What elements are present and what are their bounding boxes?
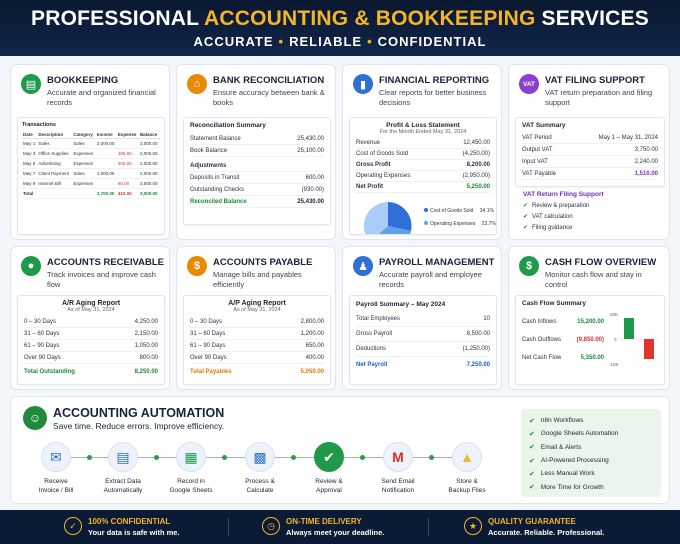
table-cell: Sales (37, 139, 72, 149)
card-accounts-payable (176, 246, 336, 390)
automation-section (10, 396, 670, 504)
aging-row (24, 352, 158, 364)
row-value: 8,500.00 (466, 331, 490, 337)
card-title: CASH FLOW OVERVIEW (545, 257, 657, 268)
table-cell (117, 169, 139, 179)
total-row (190, 366, 324, 378)
ledger-icon: ▤ (21, 74, 41, 94)
title-part-3: SERVICES (535, 7, 649, 30)
legend-opex (424, 221, 496, 227)
step-label: Backup Files (448, 487, 486, 494)
row-label: Total Outstanding (24, 369, 75, 375)
row-value: 400.00 (305, 354, 324, 361)
table-cell (96, 149, 117, 159)
check-icon: ✔ (529, 484, 535, 492)
row-label: Outstanding Checks (190, 186, 245, 193)
step-label: Store & (456, 478, 478, 485)
cogs-row (356, 149, 490, 160)
vat-icon: VAT (519, 74, 539, 94)
row-value: 10 (483, 316, 490, 322)
aging-row (190, 352, 324, 364)
card-desc: Track invoices and improve cash flow (47, 270, 156, 289)
total-income: 3,700.00 (96, 189, 117, 199)
tagline-dot: • (278, 34, 285, 49)
deposits-row (190, 172, 324, 184)
net-row (356, 357, 490, 372)
revenue-row (356, 138, 490, 149)
card-title: VAT FILING SUPPORT (545, 75, 645, 86)
list-item: ✔ VAT calculation (523, 214, 573, 220)
axis-label: 20K (610, 312, 619, 317)
panel-subtitle: For the Month Ended May 31, 2024 (379, 129, 467, 135)
calculator-icon: ▩ (245, 442, 275, 472)
row-value: 3,750.00 (634, 146, 658, 153)
table-cell: Sales (72, 169, 95, 179)
pl-panel (349, 117, 497, 235)
check-icon: ✔ (529, 430, 535, 438)
row-label: Revenue (356, 140, 381, 146)
row-label: 31 – 60 Days (190, 330, 226, 337)
panel-title: Reconciliation Summary (190, 122, 266, 129)
list-item (529, 441, 653, 454)
list-item: ✔ Review & preparation (523, 203, 590, 209)
vat-summary-panel (515, 117, 665, 187)
automation-title: ACCOUNTING AUTOMATION (53, 406, 225, 420)
pie-slice-cogs (388, 202, 412, 231)
panel-title: Transactions (22, 122, 56, 128)
row-value: 4,250.00 (134, 318, 158, 325)
table-row (22, 139, 160, 149)
people-icon: ♟ (353, 256, 373, 276)
legend-label: Cost of Goods Sold (430, 208, 474, 214)
row-label: 31 – 60 Days (24, 330, 60, 337)
card-title: ACCOUNTS PAYABLE (213, 257, 313, 268)
step-label: Send Email (381, 478, 415, 485)
aging-row (24, 316, 158, 328)
transactions-table (22, 131, 160, 199)
bar-chart-icon: ▮ (353, 74, 373, 94)
row-label: VAT Period (522, 134, 552, 141)
table-cell: Advertising (37, 159, 72, 169)
row-label: Cash Outflows (522, 337, 562, 343)
list-item (529, 454, 653, 467)
row-label: Statement Balance (190, 135, 241, 142)
step-label: Calculate (246, 487, 274, 494)
row-value: 7,250.00 (466, 361, 490, 368)
card-desc: Monitor cash flow and stay in control (545, 270, 642, 289)
card-financial-reporting (342, 64, 502, 240)
vat-support-list (523, 202, 589, 235)
card-title: PAYROLL MANAGEMENT (379, 257, 495, 268)
table-cell (117, 139, 139, 149)
row-value: (1,250.00) (462, 346, 490, 352)
row-label: Total Employees (356, 316, 401, 322)
book-row (190, 145, 324, 157)
tagline-accurate: ACCURATE (193, 34, 274, 49)
tagline-dot: • (367, 34, 373, 49)
table-cell: 2,000.00 (139, 149, 160, 159)
row-value: (9,850.00) (576, 337, 604, 343)
footer-sub: Accurate. Reliable. Professional. (488, 528, 605, 537)
row-label: Deductions (356, 346, 387, 352)
panel-title: A/R Aging Report (61, 300, 121, 307)
row-value: (2,950.00) (462, 173, 490, 179)
panel-title: VAT Summary (522, 122, 566, 129)
waterfall-chart (608, 308, 660, 376)
bar-outflows (644, 339, 654, 359)
checks-row (190, 184, 324, 196)
aging-row (190, 328, 324, 340)
legend-label: Operating Expenses (430, 221, 476, 227)
total-expense: 410.00 (117, 189, 139, 199)
legend-cogs (424, 208, 494, 214)
gross-row (356, 327, 490, 342)
table-cell: May 5 (22, 159, 37, 169)
step-label: Process & (245, 478, 275, 485)
row-value: 15,200.00 (577, 319, 604, 325)
table-cell: 2,000.00 (139, 159, 160, 169)
list-item (529, 467, 653, 480)
footer-title: QUALITY GUARANTEE (488, 517, 576, 526)
step-label: Invoice / Bill (38, 487, 74, 494)
card-payroll (342, 246, 502, 390)
ap-aging-panel (183, 295, 331, 385)
drive-icon: ▲ (452, 442, 482, 472)
card-title: FINANCIAL REPORTING (379, 75, 490, 86)
table-cell: May 1 (22, 139, 37, 149)
item-label: VAT calculation (532, 214, 573, 220)
card-vat-filing (508, 64, 670, 240)
row-label: Output VAT (522, 146, 553, 153)
step-store-backup (435, 442, 499, 495)
net-row (356, 182, 490, 193)
row-value: 1,050.00 (134, 342, 158, 349)
table-row (22, 159, 160, 169)
aging-row (24, 328, 158, 340)
step-process-calculate (228, 442, 292, 495)
card-bookkeeping (10, 64, 170, 240)
row-label: Net Payroll (356, 361, 388, 368)
row-label: 0 – 30 Days (190, 318, 223, 325)
row-label: 61 – 90 Days (24, 342, 60, 349)
check-icon: ✔ (529, 417, 535, 425)
pie-chart (362, 200, 414, 235)
panel-subtitle: As of May 31, 2024 (233, 307, 281, 313)
adjustments-row (190, 160, 324, 172)
row-label: VAT Payable (522, 170, 557, 177)
panel-title: A/P Aging Report (228, 300, 286, 307)
page-title (0, 7, 680, 31)
card-desc: Manage bills and payables efficiently (213, 270, 302, 289)
table-cell: 2,000.00 (139, 139, 160, 149)
row-value: 1,200.00 (300, 330, 324, 337)
footer-title: 100% CONFIDENTIAL (88, 517, 171, 526)
table-cell: May 3 (22, 149, 37, 159)
step-label: Approval (316, 487, 342, 494)
gross-row (356, 160, 490, 171)
deductions-row (356, 342, 490, 357)
column-header: Category (72, 131, 95, 139)
legend-value: 34.1% (479, 208, 494, 214)
column-header: Expense (117, 131, 139, 139)
tagline-confidential: CONFIDENTIAL (377, 34, 487, 49)
sheets-icon: ▦ (176, 442, 206, 472)
automation-subtitle: Save time. Reduce errors. Improve efficiency. (53, 421, 225, 431)
table-row (22, 179, 160, 189)
table-cell: Internet Bill (37, 179, 72, 189)
cash-flow-panel (515, 295, 665, 385)
row-value: 25,430.00 (297, 198, 324, 205)
row-label: Input VAT (522, 158, 548, 165)
step-receive-invoice (24, 442, 88, 495)
step-label: Extract Data (105, 478, 141, 485)
axis-label: 0 (614, 337, 617, 342)
row-label: Gross Payroll (356, 331, 393, 337)
card-bank-reconciliation (176, 64, 336, 240)
reconciled-row (190, 196, 324, 208)
row-value: 5,350.00 (580, 355, 604, 361)
robot-icon: ☺ (23, 406, 47, 430)
card-desc: VAT return preparation and filing support (545, 88, 653, 107)
table-cell: Expenses (72, 159, 95, 169)
panel-title: Cash Flow Summary (522, 300, 586, 307)
table-cell: May 9 (22, 179, 37, 189)
row-value: 8,200.00 (466, 162, 490, 168)
bar-inflows (624, 318, 634, 339)
row-value: (4,250.00) (462, 151, 490, 157)
row-value: 2,240.00 (634, 158, 658, 165)
tagline-reliable: RELIABLE (289, 34, 363, 49)
row-value: 1,510.00 (634, 170, 658, 177)
table-cell: 2,000.00 (139, 179, 160, 189)
step-label: Google Sheets (169, 487, 213, 494)
row-value: 600.00 (305, 174, 324, 181)
table-cell: 200.00 (117, 159, 139, 169)
document-icon: ▤ (108, 442, 138, 472)
outflows-row (522, 331, 604, 349)
row-label: Net Cash Flow (522, 355, 562, 361)
card-cash-flow (508, 246, 670, 390)
row-value: 2,150.00 (134, 330, 158, 337)
footer-divider (228, 518, 229, 536)
row-label: Adjustments (190, 162, 227, 169)
row-label: Over 90 Days (190, 354, 227, 361)
step-extract-data (91, 442, 155, 495)
table-cell: May 7 (22, 169, 37, 179)
row-label: Cash Inflows (522, 319, 557, 325)
table-cell: 2,000.00 (96, 139, 117, 149)
card-desc: Accurate payroll and employee records (379, 270, 482, 289)
footer-divider (428, 518, 429, 536)
row-label: Gross Profit (356, 162, 391, 168)
legend-value: 23.7% (481, 221, 496, 227)
table-cell: 2,000.00 (139, 169, 160, 179)
row-value: 25,100.00 (297, 147, 324, 154)
card-accounts-receivable (10, 246, 170, 390)
row-label: Operating Expenses (356, 173, 411, 179)
table-row (22, 149, 160, 159)
output-row (522, 144, 658, 156)
table-cell: Sales (72, 139, 95, 149)
check-icon: ✔ (529, 457, 535, 465)
table-cell: 150.00 (117, 149, 139, 159)
footer-sub: Always meet your deadline. (286, 528, 385, 537)
row-label: 61 – 90 Days (190, 342, 226, 349)
total-row (24, 366, 158, 378)
total-balance: 3,000.00 (139, 189, 160, 199)
table-cell: Expenses (72, 179, 95, 189)
check-icon: ✔ (529, 444, 535, 452)
panel-subtitle: As of May 31, 2024 (67, 307, 115, 313)
step-review-approval (297, 442, 361, 495)
table-cell (96, 159, 117, 169)
page-header (0, 0, 680, 56)
item-label: Email & Alerts (540, 443, 582, 451)
item-label: n8n Workflows (540, 417, 584, 425)
row-label: 0 – 30 Days (24, 318, 57, 325)
aging-row (24, 340, 158, 352)
tagline (0, 34, 680, 49)
input-row (522, 156, 658, 168)
step-record-sheets (159, 442, 223, 495)
row-value: 5,050.00 (300, 369, 324, 375)
table-cell (96, 179, 117, 189)
vat-support-title: VAT Return Filing Support (523, 191, 604, 198)
medal-icon: ★ (464, 517, 482, 535)
row-value: (930.00) (301, 186, 324, 193)
inflows-row (522, 313, 604, 331)
card-title: BANK RECONCILIATION (213, 75, 325, 86)
net-row (522, 349, 604, 367)
row-label: Total Payables (190, 369, 232, 375)
list-item: ✔ Filing guidance (523, 225, 573, 231)
step-label: Automatically (103, 487, 143, 494)
step-label: Record in (177, 478, 205, 485)
shield-icon: ✓ (64, 517, 82, 535)
main-content (0, 56, 680, 510)
item-label: Review & preparation (532, 203, 590, 209)
list-item (529, 427, 653, 440)
row-value: 650.00 (305, 342, 324, 349)
table-cell: Client Payment (37, 169, 72, 179)
bank-icon: ⌂ (187, 74, 207, 94)
page-footer (0, 510, 680, 544)
card-desc: Ensure accuracy between bank & books (213, 88, 325, 107)
column-header: Balance (139, 131, 160, 139)
row-label: Cost of Goods Sold (356, 151, 409, 157)
item-label: Filing guidance (532, 225, 573, 231)
clock-icon: ◷ (262, 517, 280, 535)
row-label: Reconciled Balance (190, 198, 247, 205)
row-value: May 1 – May 31, 2024 (598, 134, 658, 141)
card-title: ACCOUNTS RECEIVABLE (47, 257, 164, 268)
row-value: 5,250.00 (466, 184, 490, 190)
mail-icon: ✉ (41, 442, 71, 472)
check-circle-icon: ✔ (314, 442, 344, 472)
row-value: 800.00 (139, 354, 158, 361)
step-label: Notification (381, 487, 415, 494)
card-desc: Accurate and organized financial records (47, 88, 156, 107)
panel-title: Profit & Loss Statement (386, 122, 460, 129)
card-desc: Clear reports for better business decisions (379, 88, 487, 107)
table-row (22, 169, 160, 179)
card-title: BOOKKEEPING (47, 75, 119, 86)
item-label: AI-Powered Processing (540, 457, 609, 465)
check-icon: ✔ (529, 470, 535, 478)
panel-title: Payroll Summary – May 2024 (356, 301, 446, 308)
period-row (522, 132, 658, 144)
step-label: Receive (44, 478, 68, 485)
column-header: Income (96, 131, 117, 139)
row-label: Net Profit (356, 184, 383, 190)
footer-sub: Your data is safe with me. (88, 528, 180, 537)
footer-title: ON-TIME DELIVERY (286, 517, 362, 526)
gmail-icon: M (383, 442, 413, 472)
row-value: 8,250.00 (134, 369, 158, 375)
column-header: Description (37, 131, 72, 139)
user-icon: ● (21, 256, 41, 276)
total-label: Total (22, 189, 37, 199)
row-label: Over 90 Days (24, 354, 61, 361)
opex-row (356, 171, 490, 182)
row-value: 2,800.00 (300, 318, 324, 325)
dollar-icon: $ (187, 256, 207, 276)
table-cell: Office Supplies (37, 149, 72, 159)
column-header: Date (22, 131, 37, 139)
title-part-2: ACCOUNTING & BOOKKEEPING (204, 7, 536, 30)
aging-row (190, 340, 324, 352)
employees-row (356, 312, 490, 327)
title-part-1: PROFESSIONAL (31, 7, 204, 30)
payable-row (522, 168, 658, 180)
item-label: Less Manual Work (540, 470, 595, 478)
table-cell: Expenses (72, 149, 95, 159)
item-label: More Time for Growth (540, 483, 604, 491)
cashflow-icon: $ (519, 256, 539, 276)
row-label: Book Balance (190, 147, 228, 154)
list-item (529, 414, 653, 427)
reconciliation-panel (183, 117, 331, 225)
table-cell: 60.00 (117, 179, 139, 189)
ar-aging-panel (17, 295, 165, 385)
axis-label: -10K (609, 362, 619, 367)
step-label: Review & (315, 478, 343, 485)
table-cell: 1,000.00 (96, 169, 117, 179)
transactions-panel (17, 117, 165, 235)
list-item (529, 480, 653, 493)
row-value: 12,450.00 (463, 140, 490, 146)
automation-checklist (521, 409, 661, 497)
aging-row (190, 316, 324, 328)
step-send-email (366, 442, 430, 495)
payroll-panel (349, 295, 497, 385)
row-value: 25,430.00 (297, 135, 324, 142)
item-label: Google Sheets Automation (540, 430, 619, 438)
row-label: Deposits in Transit (190, 174, 240, 181)
statement-row (190, 133, 324, 145)
